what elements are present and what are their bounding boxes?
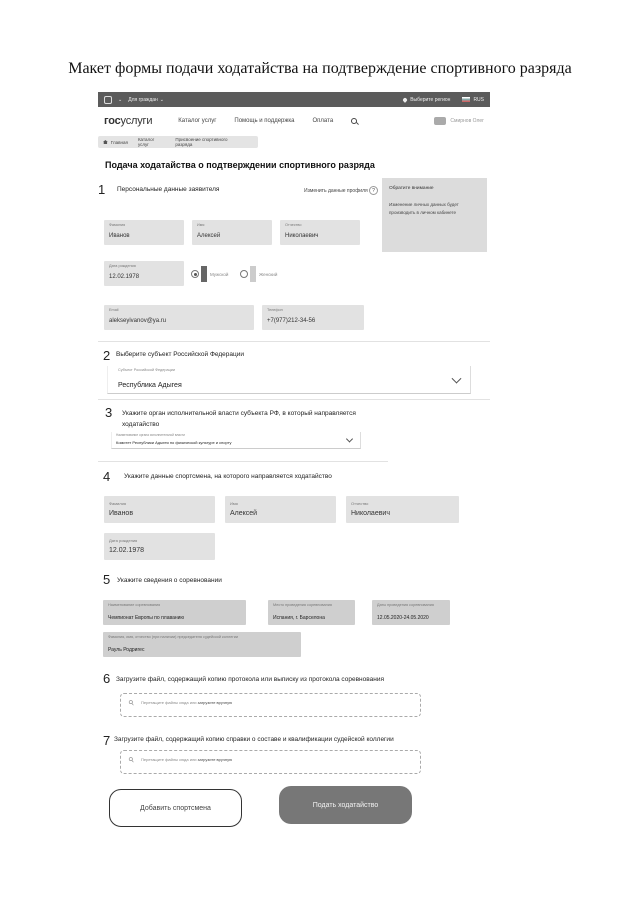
- step-label: Укажите орган исполнительной власти субъекта РФ, в который направляется: [122, 410, 356, 417]
- athlete-patronymic-field[interactable]: [346, 496, 459, 523]
- protocol-dropzone[interactable]: [120, 693, 421, 717]
- breadcrumb-current: Присвоение спортивного разряда: [175, 137, 228, 147]
- gender-male-radio[interactable]: [191, 270, 199, 278]
- divider: [98, 461, 388, 462]
- step-number: 3: [105, 405, 113, 420]
- step-label-continued: ходатайство: [122, 421, 160, 428]
- notice-panel: [382, 178, 487, 252]
- field-value: Николаевич: [351, 510, 390, 517]
- chevron-down-icon: [346, 435, 353, 442]
- select-value: Комитет Республики Адыгея по физической культуре и спорту: [116, 440, 232, 445]
- step-number: 7: [103, 733, 111, 748]
- field-label: Отчество: [285, 223, 302, 227]
- field-label: Дата рождения: [109, 538, 138, 543]
- step-number: 2: [103, 348, 111, 363]
- breadcrumb-home[interactable]: Главная: [110, 139, 128, 145]
- authority-select[interactable]: [111, 432, 361, 449]
- dropzone-text: Перетащите файлы сюда или: [141, 757, 197, 762]
- notifications-icon[interactable]: [434, 117, 446, 125]
- select-value: Республика Адыгея: [118, 382, 182, 389]
- step-label: Загрузите файл, содержащий копию протокола или выписку из протокола соревнования: [116, 676, 384, 683]
- chevron-down-icon: ⌄: [159, 96, 164, 103]
- divider: [98, 341, 490, 342]
- field-label: Имя: [230, 501, 238, 506]
- divider: [98, 399, 490, 400]
- judges-dropzone[interactable]: [120, 750, 421, 774]
- step-number: 1: [98, 182, 106, 197]
- applicant-email-field[interactable]: [104, 305, 254, 330]
- field-label: Даты проведения соревнования: [377, 603, 434, 607]
- field-label: Имя: [197, 223, 205, 227]
- flag-icon: [462, 97, 470, 102]
- competition-place-field[interactable]: [268, 600, 355, 625]
- region-select[interactable]: [107, 366, 471, 394]
- user-menu[interactable]: Смирнов Олег: [450, 118, 484, 124]
- field-label: Место проведения соревнования: [273, 603, 332, 607]
- chevron-down-icon[interactable]: ⌄: [118, 96, 123, 103]
- athlete-firstname-field[interactable]: [225, 496, 336, 523]
- applicant-birthdate-field[interactable]: [104, 261, 184, 286]
- applicant-patronymic-field[interactable]: [280, 220, 360, 245]
- add-athlete-button[interactable]: Добавить спортсмена: [109, 789, 242, 827]
- field-value: Чемпионат Европы по плаванию: [108, 615, 185, 621]
- top-bar: [98, 92, 490, 107]
- field-value: +7(977)212-34-56: [267, 318, 316, 324]
- competition-dates-field[interactable]: [372, 600, 450, 625]
- help-icon[interactable]: ?: [369, 186, 378, 195]
- select-label: Наименование органа исполнительной власти: [116, 433, 185, 437]
- field-value: Испания, г. Барселона: [273, 615, 325, 621]
- step-number: 6: [103, 671, 111, 686]
- step-label: Персональные данные заявителя: [117, 186, 220, 193]
- home-icon: [103, 140, 108, 144]
- step-label: Укажите данные спортсмена, на которого направляется ходатайство: [124, 473, 332, 480]
- notice-body: Изменение личных данных будет производить в личном кабинете: [389, 202, 459, 215]
- applicant-phone-field[interactable]: [262, 305, 364, 330]
- field-label: Наименование соревнования: [108, 603, 161, 607]
- submit-petition-button[interactable]: Подать ходатайство: [279, 786, 412, 824]
- gender-female-radio[interactable]: [240, 270, 248, 278]
- chevron-down-icon: [452, 373, 462, 383]
- female-icon: [250, 266, 256, 282]
- step-number: 5: [103, 572, 111, 587]
- nav-catalog[interactable]: Каталог услуг: [178, 118, 217, 124]
- gosuslugi-logo[interactable]: [104, 115, 152, 127]
- upload-manually-link[interactable]: загрузите вручную: [197, 700, 233, 705]
- select-label: Субъект Российской Федерации: [118, 368, 176, 372]
- region-selector[interactable]: Выберите регион: [410, 96, 451, 103]
- step-label: Выберите субъект Российской Федерации: [116, 351, 244, 358]
- field-label: Дата рождения: [109, 264, 136, 268]
- field-label: Фамилия: [109, 223, 126, 227]
- breadcrumb-catalog[interactable]: Каталог услуг: [137, 137, 155, 147]
- nav-payment[interactable]: Оплата: [312, 118, 334, 124]
- step-label: Загрузите файл, содержащий копию справки о составе и квалификации судейской коллегии: [114, 736, 394, 743]
- male-icon: [201, 266, 207, 282]
- emblem-icon: [104, 96, 112, 104]
- field-label: Фамилия, имя, отчество (при наличии) председателя судейской коллегии: [108, 635, 238, 639]
- logo-light: услуги: [120, 115, 153, 127]
- change-profile-link[interactable]: Изменить данные профиля: [304, 188, 368, 194]
- header: [98, 108, 490, 134]
- audience-menu[interactable]: Для граждан: [128, 96, 158, 103]
- page-title: Подача ходатайства о подтверждении спортивного разряда: [105, 160, 375, 170]
- document-title: Макет формы подачи ходатайства на подтверждение спортивного разряда: [68, 60, 572, 77]
- notice-title: Обратите внимание: [389, 186, 434, 191]
- step-label: Укажите сведения о соревновании: [117, 577, 222, 584]
- paperclip-icon: ⚲: [127, 756, 137, 765]
- logo-bold: гос: [104, 115, 121, 127]
- language-selector[interactable]: RUS: [473, 96, 484, 103]
- location-icon: [402, 97, 408, 103]
- breadcrumb: [98, 136, 258, 148]
- field-label: Email: [109, 308, 119, 312]
- judge-name-field[interactable]: [103, 632, 301, 657]
- gender-female-label: Женский: [259, 272, 278, 277]
- field-value: Алексей: [230, 510, 258, 517]
- paperclip-icon: ⚲: [127, 699, 137, 708]
- field-value: Алексей: [197, 233, 221, 239]
- upload-manually-link[interactable]: загрузите вручную: [197, 757, 233, 762]
- field-value: Иванов: [109, 510, 134, 517]
- nav-help[interactable]: Помощь и поддержка: [234, 118, 295, 124]
- competition-name-field[interactable]: [103, 600, 246, 625]
- dropzone-text: Перетащите файлы сюда или: [141, 700, 197, 705]
- applicant-lastname-field[interactable]: [104, 220, 184, 245]
- step-number: 4: [103, 469, 111, 484]
- applicant-firstname-field[interactable]: [192, 220, 272, 245]
- field-value: 12.02.1978: [109, 547, 145, 554]
- field-value: 12.02.1978: [109, 274, 140, 280]
- athlete-birthdate-field[interactable]: [104, 533, 215, 560]
- athlete-lastname-field[interactable]: [104, 496, 215, 523]
- field-label: Фамилия: [109, 501, 126, 506]
- field-value: Иванов: [109, 233, 130, 239]
- field-value: Рауль Родригес: [108, 647, 145, 653]
- gender-male-label: Мужской: [210, 272, 229, 277]
- search-icon[interactable]: [351, 118, 357, 124]
- field-label: Отчество: [351, 501, 369, 506]
- field-label: Телефон: [267, 308, 283, 312]
- field-value: alekseyivanov@ya.ru: [109, 318, 167, 324]
- field-value: 12.05.2020-24.05.2020: [377, 615, 429, 621]
- field-value: Николаевич: [285, 233, 319, 239]
